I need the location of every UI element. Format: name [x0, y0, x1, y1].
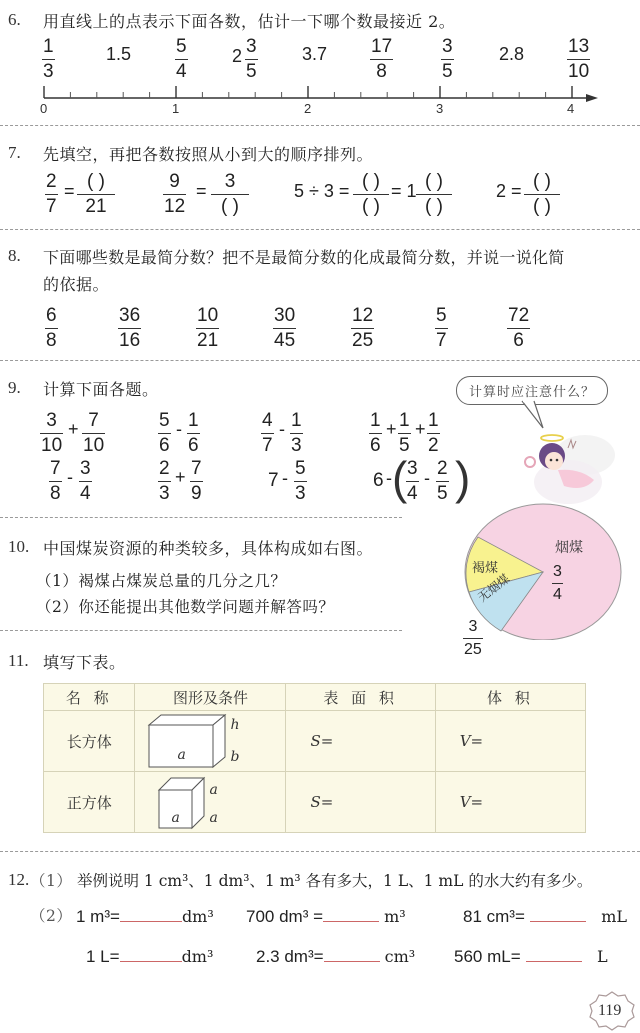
- number-line-label: 0: [40, 101, 48, 116]
- conversion-item: 700 dm³ = m³: [246, 904, 406, 927]
- q7-expression: 5 ÷ 3 =: [294, 181, 350, 201]
- q7-fraction-blank[interactable]: ( ) ( ): [416, 171, 452, 218]
- q8-fraction: $\frac{6}{8}$: [46, 305, 57, 351]
- answer-blank[interactable]: [120, 904, 182, 922]
- speech-bubble: 计算时应注意什么？: [456, 376, 608, 405]
- q9-fraction: $\frac{3}{4}$: [407, 458, 418, 504]
- q9-paren-open: (: [392, 452, 408, 504]
- q9-fraction: $\frac{3}{10}$: [41, 410, 63, 456]
- q8-fraction: $\frac{10}{21}$: [197, 305, 219, 351]
- q9-fraction: $\frac{2}{5}$: [437, 458, 448, 504]
- section-divider: [0, 851, 640, 852]
- q7-expression: = 1: [391, 181, 417, 201]
- q9-fraction: $\frac{1}{3}$: [291, 410, 302, 456]
- q6-value-fraction: $\frac{13}{10}$: [568, 36, 590, 82]
- section-divider: [0, 360, 640, 361]
- section-divider: [0, 630, 402, 631]
- q9-fraction: $\frac{5}{6}$: [159, 410, 170, 456]
- q9-operator: +: [175, 467, 186, 487]
- q7-equals: =: [64, 181, 75, 201]
- q9-operator: -: [67, 467, 73, 487]
- question-8-prompt-line1: 下面哪些数是最简分数？把不是最简分数的化成最简分数，并说一说化简: [43, 248, 565, 267]
- section-divider: [0, 517, 402, 518]
- q7-fraction-blank[interactable]: 3 ( ): [211, 171, 249, 218]
- q7-expression: 2 =: [496, 181, 522, 201]
- q9-operator: -: [424, 468, 430, 488]
- number-line: [0, 0, 640, 125]
- cube-label-top: a: [209, 782, 218, 798]
- answer-blank[interactable]: [323, 904, 379, 922]
- table-cell-volume[interactable]: V=: [435, 772, 585, 833]
- q9-fraction: $\frac{1}{2}$: [428, 410, 439, 456]
- table-cell-figure: [135, 772, 286, 833]
- table-cell-name: 长方体: [44, 711, 135, 772]
- cuboid-label-a: a: [177, 747, 186, 763]
- conversion-item: 81 cm³= mL: [463, 904, 627, 927]
- pie-label-lignite: 褐煤: [472, 561, 499, 576]
- q9-whole-number: 6: [373, 470, 384, 491]
- pie-label-anthracite: 无烟煤: [475, 571, 513, 605]
- table-header: 图形及条件: [135, 684, 286, 711]
- question-number-10: 10.: [8, 537, 30, 556]
- q6-value-fraction: $\frac{5}{4}$: [176, 36, 187, 82]
- angel-character-illustration: [510, 430, 630, 510]
- question-number-9: 9.: [8, 378, 21, 397]
- q9-operator: -: [386, 468, 392, 488]
- question-6-prompt: 用直线上的点表示下面各数，估计一下哪个数最接近 2。: [43, 12, 456, 31]
- question-10-prompt: 中国煤炭资源的种类较多，具体构成如右图。: [43, 539, 374, 558]
- question-7-prompt: 先填空，再把各数按照从小到大的顺序排列。: [43, 145, 374, 164]
- table-cell-surface-area[interactable]: S=: [286, 711, 435, 772]
- conversion-item: 2.3 dm³= cm³: [256, 944, 415, 967]
- q7-fraction: $\frac{9}{12}$: [164, 171, 186, 217]
- q7-equals: =: [196, 181, 207, 201]
- number-line-label: 2: [304, 101, 312, 116]
- answer-blank[interactable]: [324, 944, 380, 962]
- cuboid-diagram: [135, 711, 285, 771]
- table-row-cuboid: [44, 711, 586, 772]
- q7-fraction: $\frac{2}{7}$: [46, 171, 57, 217]
- q7-fraction-blank[interactable]: ( ) 21: [77, 171, 115, 218]
- table-cell-figure: [135, 711, 286, 772]
- q6-value-decimal: 1.5: [106, 44, 132, 64]
- q6-value-decimal: 3.7: [302, 44, 328, 64]
- q9-operator: +: [386, 419, 397, 439]
- question-9-prompt: 计算下面各题。: [43, 380, 159, 399]
- section-divider: [0, 229, 640, 230]
- q9-whole-number: 7: [268, 470, 279, 491]
- conversion-item: 1 m³= dm³: [76, 904, 214, 927]
- speech-bubble-tail: [520, 400, 550, 430]
- answer-blank[interactable]: [120, 944, 182, 962]
- number-line-axis: [0, 0, 640, 125]
- number-line-label: 1: [172, 101, 180, 116]
- question-number-7: 7.: [8, 143, 21, 162]
- table-header: 体 积: [435, 684, 585, 711]
- number-line-label: 4: [567, 101, 575, 116]
- q6-value-fraction: $\frac{17}{8}$: [371, 36, 393, 82]
- question-number-12: 12.: [8, 870, 30, 889]
- q8-fraction: $\frac{5}{7}$: [436, 305, 447, 351]
- conversion-item: 1 L= dm³: [86, 944, 213, 967]
- q7-fraction-blank[interactable]: ( ) ( ): [524, 171, 560, 218]
- q6-value-fraction: $\frac{3}{5}$: [442, 36, 453, 82]
- question-12-sub1-text: 举例说明 1 cm³、1 dm³、1 m³ 各有多大，1 L、1 mL 的水大约有多少。: [77, 872, 593, 890]
- solids-formula-table: [43, 683, 586, 833]
- q9-fraction: $\frac{4}{7}$: [262, 410, 273, 456]
- pie-label-bituminous: 烟煤: [555, 540, 583, 556]
- q9-fraction: $\frac{1}{6}$: [188, 410, 199, 456]
- cube-label-side: a: [209, 810, 218, 826]
- table-header-row: [44, 684, 586, 711]
- page-number: 119: [598, 1002, 622, 1019]
- question-10-sub1: （1）褐煤占煤炭总量的几分之几？: [36, 572, 287, 590]
- question-8-prompt-line2: 的依据。: [43, 275, 110, 294]
- table-cell-name: 正方体: [44, 772, 135, 833]
- q6-value-mixed-whole: 2: [232, 46, 243, 66]
- q8-fraction: $\frac{12}{25}$: [352, 305, 374, 351]
- table-cell-volume[interactable]: V=: [435, 711, 585, 772]
- q6-value-mixed-fraction: $\frac{3}{5}$: [246, 36, 257, 82]
- q9-fraction: $\frac{7}{10}$: [83, 410, 105, 456]
- cuboid-label-b: b: [230, 749, 240, 765]
- table-cell-surface-area[interactable]: S=: [286, 772, 435, 833]
- cube-label-front: a: [171, 810, 180, 826]
- q9-operator: +: [68, 419, 79, 439]
- table-header: 名 称: [44, 684, 135, 711]
- answer-blank[interactable]: [530, 904, 586, 922]
- pie-value-anthracite: $\frac{3}{25}$: [464, 618, 482, 658]
- q9-fraction: $\frac{5}{3}$: [295, 458, 306, 504]
- q9-paren-close: ): [455, 452, 471, 504]
- q6-value-decimal: 2.8: [499, 44, 525, 64]
- q8-fraction: $\frac{36}{16}$: [119, 305, 141, 351]
- q9-operator: -: [176, 419, 182, 439]
- conversion-item: 560 mL= L: [454, 944, 608, 967]
- q9-fraction: $\frac{1}{6}$: [370, 410, 381, 456]
- question-number-11: 11.: [8, 651, 29, 670]
- q9-operator: -: [279, 419, 285, 439]
- q6-value-fraction: $\frac{1}{3}$: [43, 36, 54, 82]
- number-line-label: 3: [436, 101, 444, 116]
- q9-operator: -: [282, 468, 288, 488]
- q9-fraction: $\frac{7}{9}$: [191, 458, 202, 504]
- q9-fraction: $\frac{2}{3}$: [159, 458, 170, 504]
- q8-fraction: $\frac{72}{6}$: [508, 305, 530, 351]
- table-header: 表 面 积: [286, 684, 435, 711]
- q9-fraction: $\frac{7}{8}$: [50, 458, 61, 504]
- table-row-cube: [44, 772, 586, 833]
- q9-fraction: $\frac{3}{4}$: [80, 458, 91, 504]
- question-10-sub2: （2）你还能提出其他数学问题并解答吗？: [36, 598, 335, 616]
- question-number-8: 8.: [8, 246, 21, 265]
- section-divider: [0, 125, 640, 126]
- question-12-sub2-label: （2）: [30, 907, 73, 925]
- q8-fraction: $\frac{30}{45}$: [274, 305, 296, 351]
- question-11-prompt: 填写下表。: [43, 653, 126, 672]
- question-12-sub1-label: （1）: [30, 872, 73, 890]
- q9-operator: +: [415, 419, 426, 439]
- q7-fraction-blank[interactable]: ( ) ( ): [353, 171, 389, 218]
- pie-value-bituminous: $\frac{3}{4}$: [553, 563, 562, 603]
- question-number-6: 6.: [8, 10, 21, 29]
- q9-fraction: $\frac{1}{5}$: [399, 410, 410, 456]
- answer-blank[interactable]: [526, 944, 582, 962]
- cuboid-label-h: h: [230, 717, 240, 733]
